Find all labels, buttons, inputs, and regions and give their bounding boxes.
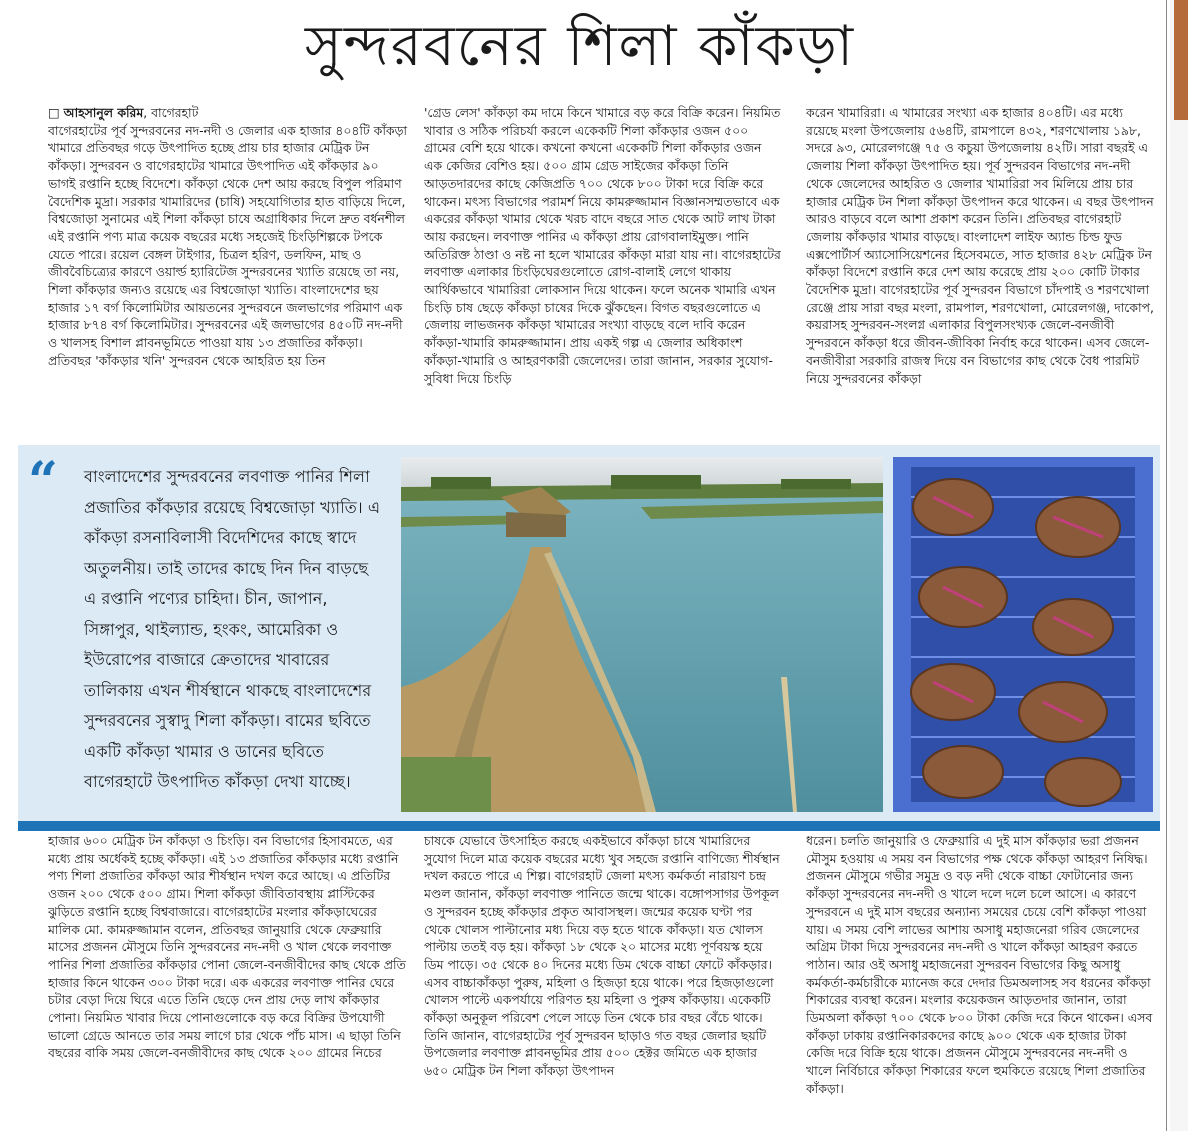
article-column-bottom-1 — [48, 832, 408, 1128]
article-column-text: 'গ্রেড লেস' কাঁকড়া কম দামে কিনে খামারে বড় করে বিক্রি করেন। নিয়মিত খাবার ও সঠিক পরিচর্যা করলে একেকটি শিলা কাঁকড়ার ওজন ৫০০ গ্রামের বেশি হয়ে থাকে। কখনো কখনো একেকটি শিলা কাঁকড়ার ওজন এক কেজির বেশিও হয়। ৫০০ গ্রাম গ্রেড সাইজের কাঁকড়া তিনি আড়তদারদের কাছে কেজিপ্রতি ৭০০ থেকে ৮০০ টাকা দরে বিক্রি করে থাকেন। মৎস্য বিভাগের পরামর্শ নিয়ে কামরুজ্জামান বিজ্ঞানসম্মতভাবে এক একরের কাঁকড়া খামার থেকে খরচ বাদে বছরে সাত থেকে আট লাখ টাকা আয় করছেন। লবণাক্ত পানির এ কাঁকড়া প্রায় রোগবালাইমুক্ত। পানি অতিরিক্ত ঠাণ্ডা ও নষ্ট না হলে খামারের কাঁকড়া মারা যায় না। বাগেরহাটের লবণাক্ত এলাকার চিংড়িঘেরগুলোতে রোগ-বালাই লেগে থাকায় আর্থিকভাবে খামারিরা লোকসান দিয়ে থাকেন। ফলে অনেক খামারি এখন চিংড়ি চাষ ছেড়ে কাঁকড়া চাষের দিকে ঝুঁকছেন। বিগত বছরগুলোতে এ জেলায় লাভজনক কাঁকড়া খামারের সংখ্যা বাড়ছে বলে দাবি করেন কাঁকড়া-খামারি কামরুজ্জামান। প্রায় একই গল্প এ জেলার অধিকাংশ কাঁকড়া-খামারি ও আহরণকারী জেলেদের। তারা জানান, সরকার সুযোগ-সুবিধা দিয়ে চিংড়ি — [424, 105, 781, 386]
article-column-top-3 — [806, 104, 1156, 440]
byline-author: আহসানুল করিম — [63, 105, 144, 120]
pull-quote-text: বাংলাদেশের সুন্দরবনের লবণাক্ত পানির শিলা প্রজাতির কাঁকড়ার রয়েছে বিশ্বজোড়া খ্যাতি। এ কাঁকড়া রসনাবিলাসী বিদেশিদের কাছে স্বাদে অতুলনীয়। তাই তাদের কাছে দিন দিন বাড়ছে এ রপ্তানি পণ্যের চাহিদা। চীন, জাপান, সিঙ্গাপুর, থাইল্যান্ড, হংকং, আমেরিকা ও ইউরোপের বাজারে ক্রেতাদের খাবারের তালিকায় এখন শীর্ষস্থানে থাকছে বাংলাদেশের সুন্দরবনের সুস্বাদু শিলা কাঁকড়া। বামের ছবিতে একটি কাঁকড়া খামার ও ডানের ছবিতে বাগেরহাটে উৎপাদিত কাঁকড়া দেখা যাচ্ছে। — [84, 467, 381, 791]
article-column-bottom-3 — [806, 832, 1156, 1128]
adjacent-page-strip — [1170, 0, 1188, 1131]
pull-quote-band-rule — [18, 821, 1160, 831]
article-column-top-2 — [424, 104, 782, 440]
adjacent-page-image — [1174, 0, 1188, 120]
article-column-text: হাজার ৬০০ মেট্রিক টন কাঁকড়া ও চিংড়ি। বন বিভাগের হিসাবমতে, এর মধ্যে প্রায় অর্ধেকই হচ্ছে কাঁকড়া। এই ১৩ প্রজাতির কাঁকড়ার মধ্যে রপ্তানি পণ্য শিলা প্রজাতির কাঁকড়া আর শীর্ষস্থান দখল করে আছে। এ প্রতিটির ওজন ২০০ থেকে ৫০০ গ্রাম। শিলা কাঁকড়া জীবিতাবস্থায় প্লাস্টিকের ঝুড়িতে রপ্তানি হচ্ছে বিশ্ববাজারে। বাগেরহাটের মংলার কাঁকড়াঘেরের মালিক মো. কামরুজ্জামান বলেন, প্রতিবছর জানুয়ারি থেকে ফেব্রুয়ারি মাসের প্রজনন মৌসুমে তিনি সুন্দরবনের নদ-নদী ও খাল থেকে লবণাক্ত পানির শিলা প্রজাতির কাঁকড়ার পোনা জেলে-বনজীবীদের কাছ থেকে প্রতি হাজার কিনে থাকেন ৩০০ টাকা দরে। এক একরের লবণাক্ত পানির ঘেরে চটার বেড়া দিয়ে ঘিরে এতে তিনি ছেড়ে দেন প্রায় দেড় লাখ কাঁকড়ার পোনা। নিয়মিত খাবার দিয়ে পোনাগুলোকে বড় করে বিক্রির উপযোগী ভালো গ্রেডে আনতে তার সময় লাগে চার থেকে পাঁচ মাস। এ ছাড়া তিনি বছরের বাকি সময় জেলে-বনজীবীদের কাছ থেকে ২০০ গ্রামের নিচের — [48, 833, 406, 1061]
article-column-top-1 — [48, 104, 408, 440]
crabs-in-basket-photo — [893, 457, 1153, 812]
article-column-text: করেন খামারিরা। এ খামারের সংখ্যা এক হাজার ৪০৪টি। এর মধ্যে রয়েছে মংলা উপজেলায় ৫৬৪টি, রামপালে ৪৩২, শরণখোলায় ১৯৮, সদরে ৯৩, মোরেলগঞ্জে ৭৫ ও কচুয়া উপজেলায় ৪২টি। সারা বছরই এ জেলায় শিলা কাঁকড়া উৎপাদিত হয়। পূর্ব সুন্দরবন বিভাগের নদ-নদী থেকে জেলেদের আহরিত ও জেলার খামারিরা সব মিলিয়ে প্রায় চার হাজার মেট্রিক টন শিলা কাঁকড়া উৎপাদন করে থাকেন। এ বছর উৎপাদন আরও বাড়বে বলে আশা প্রকাশ করেন তিনি। প্রতিবছর বাগেরহাট জেলায় কাঁকড়ার খামার বাড়ছে। বাংলাদেশ লাইফ অ্যান্ড চিল্ড ফুড এক্সপোর্টার্স অ্যাসোসিয়েশনের হিসেবমতে, সাত হাজার ৪২৮ মেট্রিক টন কাঁকড়া বিদেশে রপ্তানি করে দেশ আয় করেছে প্রায় ২০০ কোটি টাকার বৈদেশিক মুদ্রা। বাগেরহাটের পূর্ব সুন্দরবন বিভাগে চাঁদপাই ও শরণখোলা রেঞ্জে প্রায় সারা বছর মংলা, রামপাল, শরণখোলা, মোরেলগঞ্জ, দাকোপ, কয়রাসহ সুন্দরবন-সংলগ্ন এলাকার বিপুলসংখ্যক জেলে-বনজীবী সুন্দরবনে কাঁকড়া ধরে জীবন-জীবিকা নির্বাহ করে থাকেন। এসব জেলে-বনজীবীরা সরকারি রাজস্ব দিয়ে বন বিভাগের কাছ থেকে বৈধ পারমিট নিয়ে সুন্দরবনের কাঁকড়া — [806, 105, 1154, 386]
article-column-text: ধরেন। চলতি জানুয়ারি ও ফেব্রুয়ারি এ দুই মাস কাঁকড়ার ভরা প্রজনন মৌসুম হওয়ায় এ সময় বন বিভাগের পক্ষ থেকে কাঁকড়া আহরণ নিষিদ্ধ। প্রজনন মৌসুমে গভীর সমুদ্র ও বড় নদী থেকে বাচ্চা ফোটানোর জন্য কাঁকড়া সুন্দরবনের নদ-নদী ও খালে দলে দলে চলে আসে। এ কারণে সুন্দরবনে এ দুই মাস বছরের অন্যান্য সময়ের চেয়ে বেশি কাঁকড়া পাওয়া যায়। এ সময় বেশি লাভের আশায় অসাধু মহাজনেরা গরিব জেলেদের অগ্রিম টাকা দিয়ে সুন্দরবনের নদ-নদী ও খালে কাঁকড়া আহরণ করতে পাঠান। আর ওই অসাধু মহাজনেরা সুন্দরবন বিভাগের কিছু অসাধু কর্মকর্তা-কর্মচারীকে ম্যানেজ করে দেদার ডিমঅলাসহ সব ধরনের কাঁকড়া শিকারের ব্যবস্থা করেন। মংলার কয়েকজন আড়তদার জানান, তারা ডিমঅলা কাঁকড়া ৭০০ থেকে ৮০০ টাকা কেজি দরে কিনে থাকেন। এসব কাঁকড়া ঢাকায় রপ্তানিকারকদের কাছে ৯০০ থেকে এক হাজার টাকা কেজি দরে বিক্রি হয়ে থাকে। প্রজনন মৌসুমে সুন্দরবনের নদ-নদী ও খালে নির্বিচারে কাঁকড়া শিকারের ফলে হুমকিতে রয়েছে শিলা প্রজাতির কাঁকড়া। — [806, 833, 1153, 1096]
byline-bullet-icon: □ — [48, 105, 64, 120]
byline-location: , বাগেরহাট — [143, 105, 199, 120]
article-column-text: চাষকে যেভাবে উৎসাহিত করছে একইভাবে কাঁকড়া চাষে খামারিদের সুযোগ দিলে মাত্র কয়েক বছরের মধ্যে খুব সহজে রপ্তানি বাণিজ্যে শীর্ষস্থান দখল করতে পারে এ শিল্প। বাগেরহাট জেলা মৎস্য কর্মকর্তা নারায়ণ চন্দ্র মণ্ডল জানান, কাঁকড়া লবণাক্ত পানিতে জন্মে থাকে। বঙ্গোপসাগর উপকূল ও সুন্দরবন হচ্ছে কাঁকড়ার প্রকৃত আবাসস্থল। জন্মের কয়েক ঘণ্টা পর থেকে খোলস পাল্টানোর মধ্য দিয়ে বড় হতে থাকে কাঁকড়া। যত খোলস পাল্টায় ততই বড় হয়। কাঁকড়া ১৮ থেকে ২০ মাসের মধ্যে পূর্ণবয়স্ক হয়ে ডিম পাড়ে। ৩৫ থেকে ৪০ দিনের মধ্যে ডিম থেকে বাচ্চা ফোটে কাঁকড়ার। এসব বাচ্চাকাঁকড়া পুরুষ, মহিলা ও হিজড়া হয়ে থাকে। পরে হিজড়াগুলো খোলস পাল্টে একপর্যায়ে পরিণত হয় মহিলা ও পুরুষ কাঁকড়ায়। একেকটি কাঁকড়া অনুকূল পরিবেশ পেলে সাড়ে তিন থেকে চার বছর বেঁচে থাকে। তিনি জানান, বাগেরহাটের পূর্ব সুন্দরবন ছাড়াও গত বছর জেলার ছয়টি উপজেলার লবণাক্ত প্লাবনভূমির প্রায় ৫০০ হেক্টর জমিতে এক হাজার ৬৫০ মেট্রিক টন শিলা কাঁকড়া উৎপাদন — [424, 833, 780, 1079]
article-column-bottom-2 — [424, 832, 782, 1128]
quote-mark-icon: “ — [28, 451, 58, 512]
page-edge-rule — [1166, 0, 1167, 1131]
article-column-text: বাগেরহাটের পূর্ব সুন্দরবনের নদ-নদী ও জেলার এক হাজার ৪০৪টি কাঁকড়া খামারে প্রতিবছর গড়ে উৎপাদিত হচ্ছে প্রায় চার হাজার মেট্রিক টন কাঁকড়া। সুন্দরবন ও বাগেরহাটের খামারে উৎপাদিত এই কাঁকড়ার ৯০ ভাগই রপ্তানি হচ্ছে বিদেশে। কাঁকড়া থেকে দেশ আয় করছে বিপুল পরিমাণ বৈদেশিক মুদ্রা। সরকার খামারিদের (চাষি) সহযোগিতার হাত বাড়িয়ে দিলে, বিশ্বজোড়া সুনামের এই শিলা কাঁকড়া চাষে অগ্রাধিকার দিলে দ্রুত বর্ধনশীল এই রপ্তানি পণ্য মাত্র কয়েক বছরের মধ্যে সহজেই চিংড়িশিল্পকে টপকে যেতে পারে। রয়েল বেঙ্গল টাইগার, চিত্রল হরিণ, ডলফিন, মাছ ও জীববৈচিত্র্যের কারণে ওয়ার্ল্ড হ্যারিটেজ সুন্দরবনের খ্যাতি রয়েছে তা নয়, শিলা কাঁকড়ার জন্যও রয়েছে এর বিশ্বজোড়া খ্যাতি। বাংলাদেশের ছয় হাজার ১৭ বর্গ কিলোমিটার আয়তনের সুন্দরবনে জলভাগের পরিমাণ এক হাজার ৮৭৪ বর্গ কিলোমিটার। সুন্দরবনের এই জলভাগের ৪৫০টি নদ-নদী ও খালসহ বিশাল প্লাবনভূমিতে পাওয়া যায় ১৩ প্রজাতির কাঁকড়া। প্রতিবছর 'কাঁকড়ার খনি' সুন্দরবন থেকে আহরিত হয় তিন — [48, 122, 408, 368]
article-headline: সুন্দরবনের শিলা কাঁকড়া — [304, 14, 856, 79]
crab-farm-pond-photo — [401, 457, 883, 812]
